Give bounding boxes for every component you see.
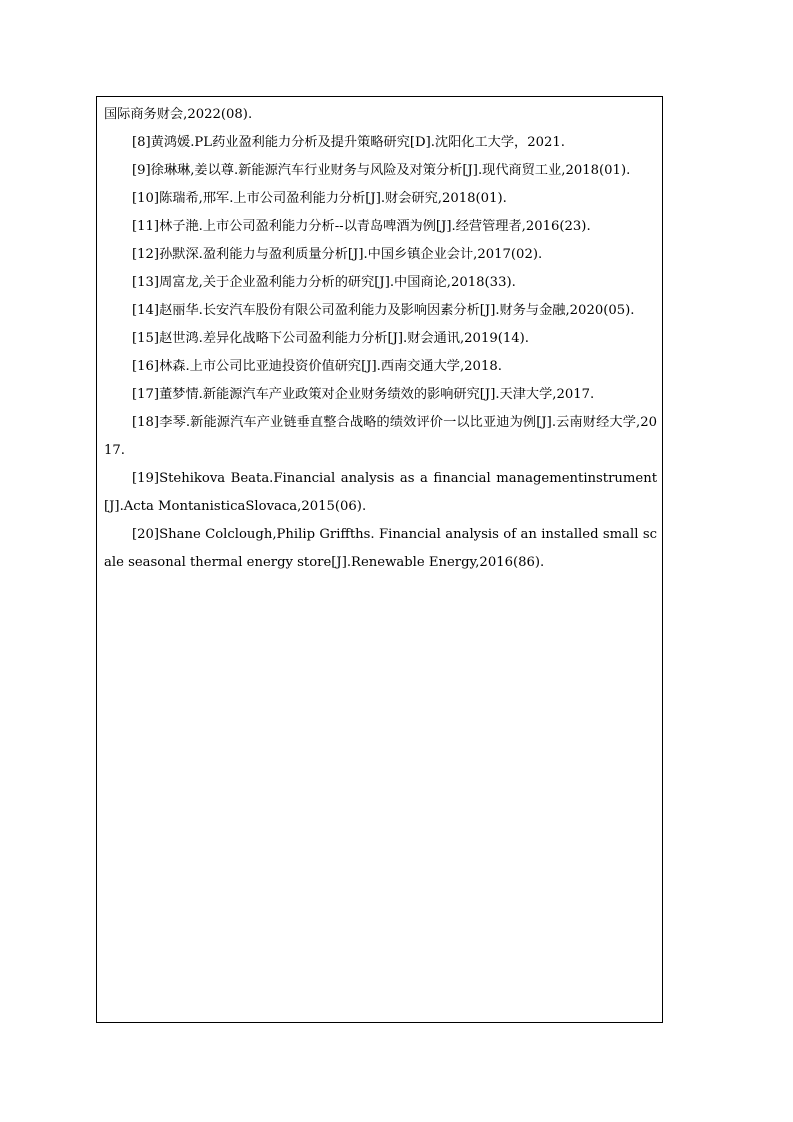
reference-item: 国际商务财会,2022(08). (104, 107, 253, 122)
reference-item: [12]孙默深.盈利能力与盈利质量分析[J].中国乡镇企业会计,2017(02). (132, 247, 543, 262)
reference-item: [10]陈瑞希,邢军.上市公司盈利能力分析[J].财会研究,2018(01). (132, 191, 507, 206)
reference-item: [19]Stehikova Beata.Financial analysis as a financial managementinstrument[J].Acta MontanisticaSlovaca,2015(06). (104, 471, 657, 514)
reference-item: [9]徐琳琳,姜以尊.新能源汽车行业财务与风险及对策分析[J].现代商贸工业,2018(01). (132, 163, 631, 178)
reference-item: [20]Shane Colclough,Philip Griffths. Financial analysis of an installed small scale seasonal thermal energy store[J].Renewable Energy,2016(86). (104, 527, 657, 570)
reference-list (104, 101, 657, 577)
reference-item: [11]林子滟.上市公司盈利能力分析--以青岛啤酒为例[J].经营管理者,2016(23). (132, 219, 591, 234)
reference-item: [18]李琴.新能源汽车产业链垂直整合战略的绩效评价一以比亚迪为例[J].云南财经大学,2017. (104, 415, 657, 458)
reference-item: [13]周富龙,关于企业盈利能力分析的研究[J].中国商论,2018(33). (132, 275, 516, 290)
reference-item: [8]黄鸿媛.PL药业盈利能力分析及提升策略研究[D].沈阳化工大学，2021. (132, 135, 565, 150)
reference-box (96, 96, 663, 1023)
reference-item: [15]赵世鸿.差异化战略下公司盈利能力分析[J].财会通讯,2019(14). (132, 331, 529, 346)
reference-item: [16]林森.上市公司比亚迪投资价值研究[J].西南交通大学,2018. (132, 359, 502, 374)
reference-item: [17]董梦情.新能源汽车产业政策对企业财务绩效的影响研究[J].天津大学,2017. (132, 387, 595, 402)
reference-item: [14]赵丽华.长安汽车股份有限公司盈利能力及影响因素分析[J].财务与金融,2020(05). (132, 303, 635, 318)
